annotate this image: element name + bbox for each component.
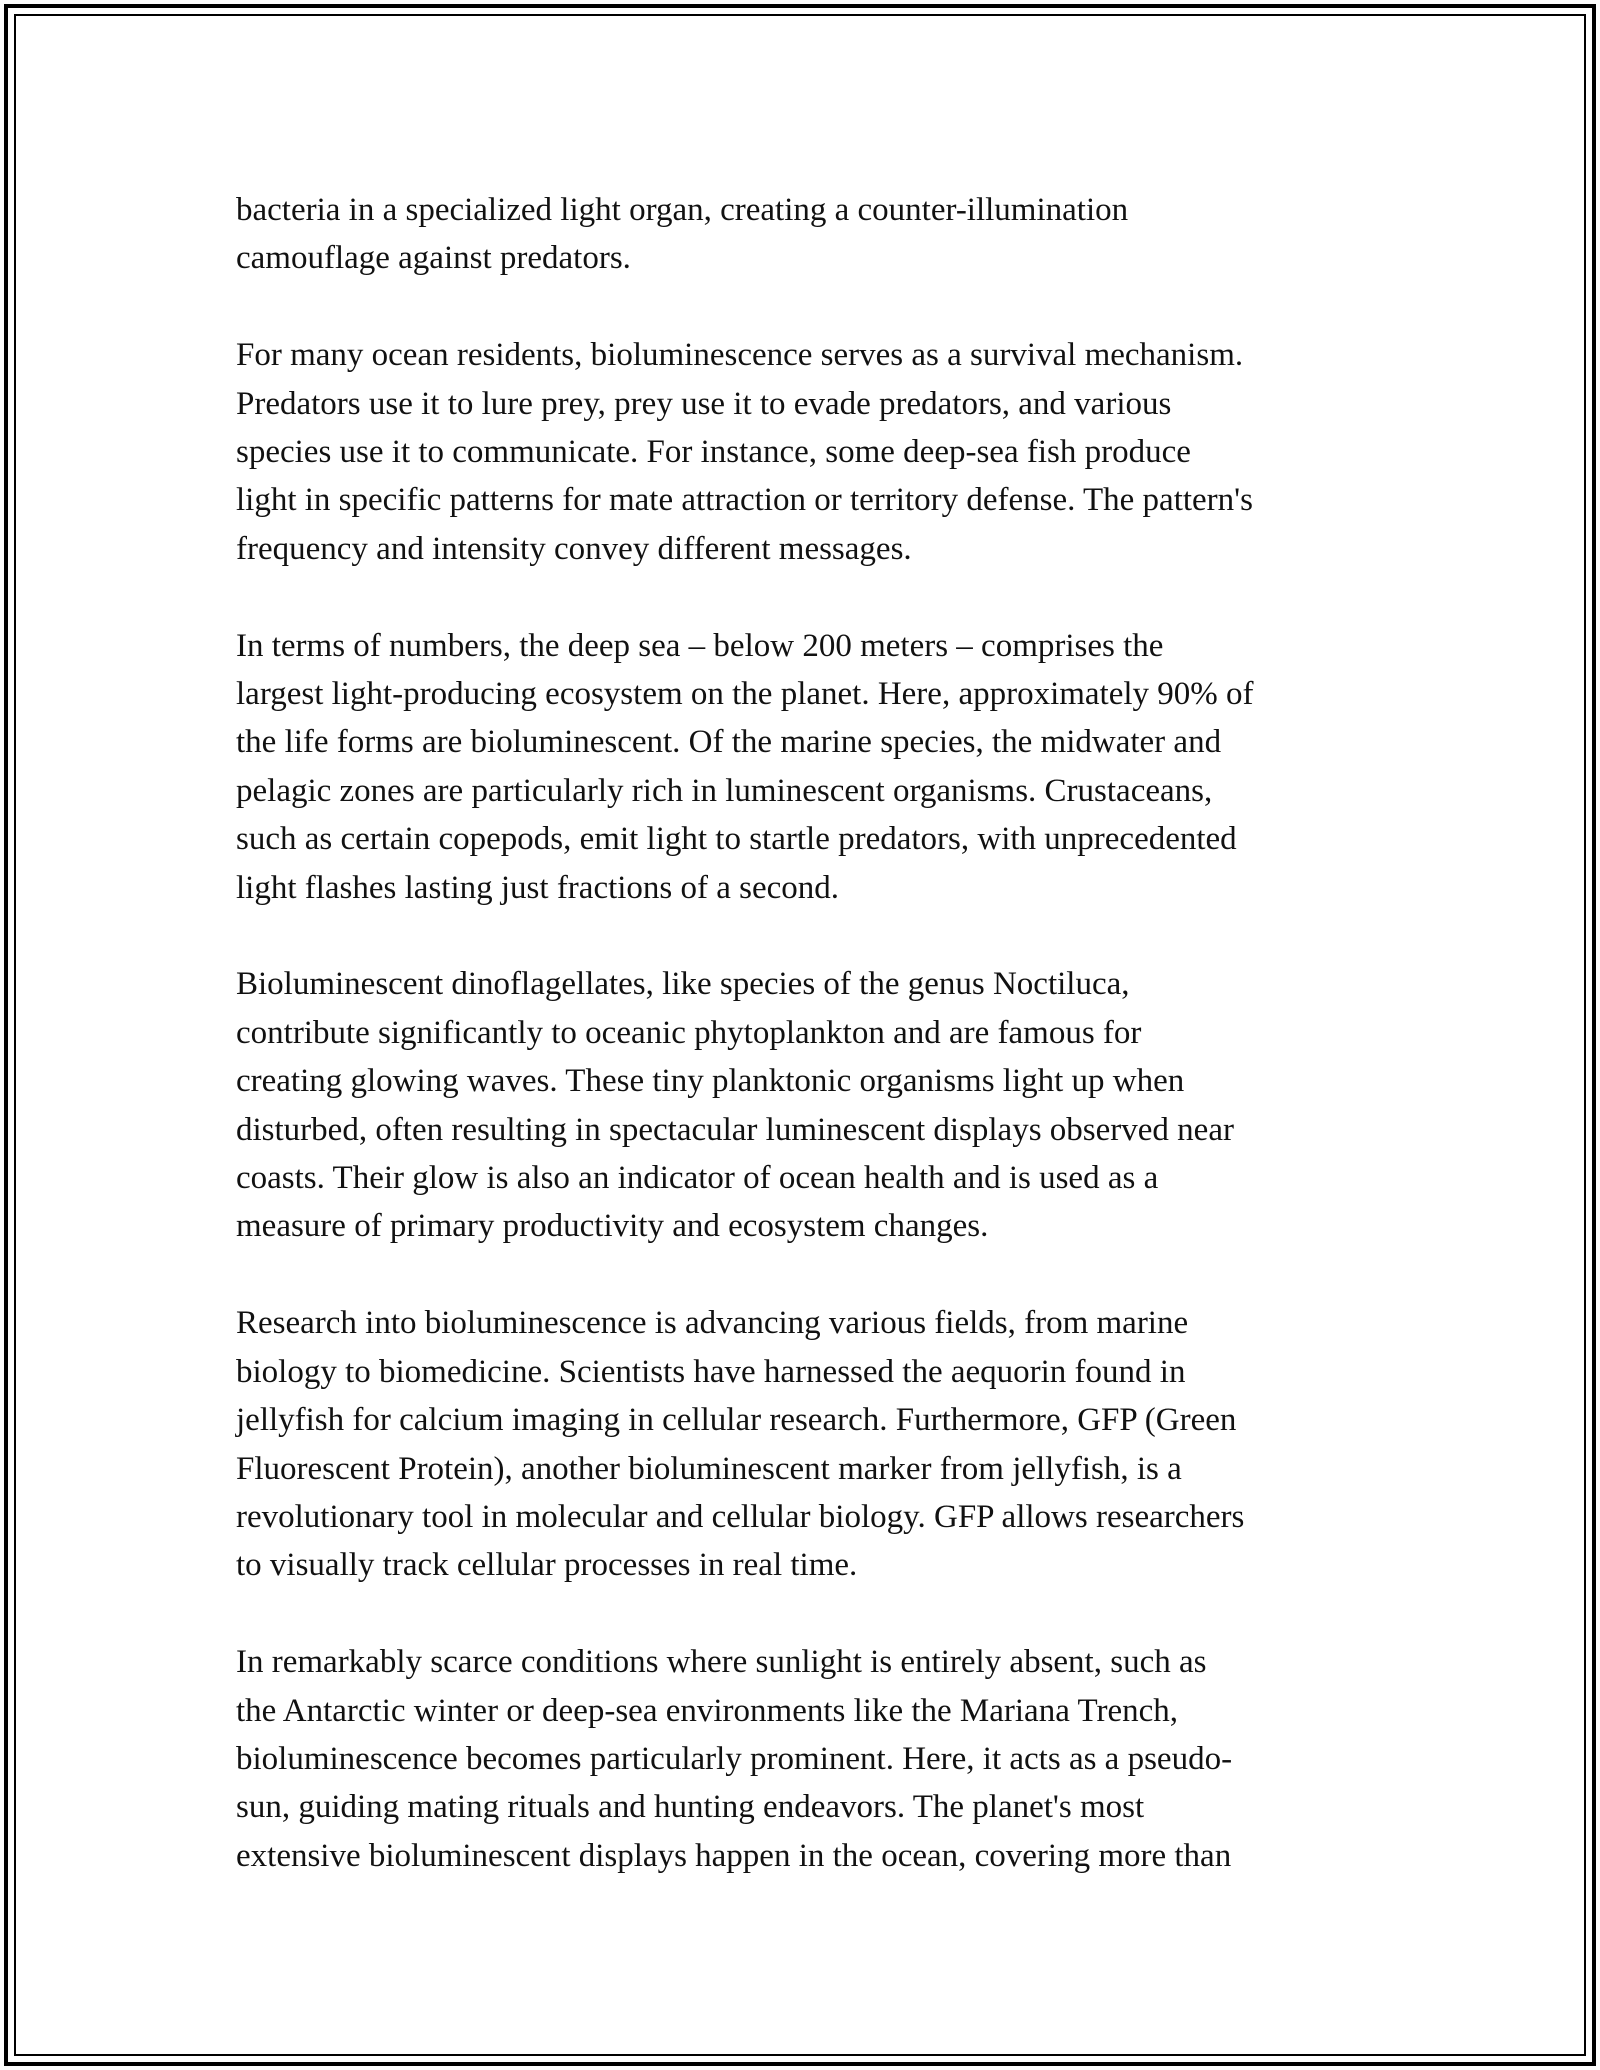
text-line: the life forms are bioluminescent. Of the marine species, the midwater and [236, 724, 1222, 761]
text-line: For many ocean residents, bioluminescence serves as a survival mechanism. [236, 337, 1244, 374]
paragraph [236, 186, 1386, 283]
text-line: largest light-producing ecosystem on the planet. Here, approximately 90% of [236, 676, 1254, 713]
document-body [236, 186, 1386, 1929]
paragraph [236, 1638, 1386, 1880]
text-line: In terms of numbers, the deep sea – below 200 meters – comprises the [236, 627, 1164, 664]
text-line: Bioluminescent dinoflagellates, like species of the genus Noctiluca, [236, 966, 1130, 1003]
text-line: the Antarctic winter or deep-sea environments like the Mariana Trench, [236, 1692, 1179, 1729]
text-line: Fluorescent Protein), another bioluminescent marker from jellyfish, is a [236, 1450, 1182, 1487]
text-line: In remarkably scarce conditions where sunlight is entirely absent, such as [236, 1644, 1207, 1681]
text-line: light in specific patterns for mate attraction or territory defense. The pattern's [236, 482, 1253, 519]
text-line: contribute significantly to oceanic phytoplankton and are famous for [236, 1014, 1142, 1051]
text-line: bioluminescence becomes particularly prominent. Here, it acts as a pseudo- [236, 1740, 1233, 1777]
text-line: light flashes lasting just fractions of a second. [236, 869, 840, 906]
text-line: revolutionary tool in molecular and cellular biology. GFP allows researchers [236, 1498, 1245, 1535]
text-line: jellyfish for calcium imaging in cellular research. Furthermore, GFP (Green [236, 1402, 1237, 1439]
text-line: creating glowing waves. These tiny planktonic organisms light up when [236, 1063, 1185, 1100]
text-line: extensive bioluminescent displays happen in the ocean, covering more than [236, 1837, 1232, 1874]
text-line: sun, guiding mating rituals and hunting endeavors. The planet's most [236, 1789, 1145, 1826]
text-line: Predators use it to lure prey, prey use it to evade predators, and various [236, 385, 1172, 422]
paragraph [236, 622, 1386, 912]
text-line: such as certain copepods, emit light to startle predators, with unprecedented [236, 821, 1237, 858]
paragraph [236, 960, 1386, 1250]
paragraph [236, 331, 1386, 573]
text-line: biology to biomedicine. Scientists have harnessed the aequorin found in [236, 1353, 1186, 1390]
text-line: coasts. Their glow is also an indicator of ocean health and is used as a [236, 1160, 1159, 1197]
text-line: camouflage against predators. [236, 240, 631, 277]
paragraph [236, 1299, 1386, 1589]
text-line: pelagic zones are particularly rich in luminescent organisms. Crustaceans, [236, 772, 1213, 809]
text-line: frequency and intensity convey different messages. [236, 530, 912, 567]
text-line: to visually track cellular processes in real time. [236, 1547, 858, 1584]
text-line: bacteria in a specialized light organ, creating a counter-illumination [236, 192, 1129, 228]
text-line: species use it to communicate. For instance, some deep-sea fish produce [236, 434, 1191, 471]
text-line: measure of primary productivity and ecosystem changes. [236, 1208, 989, 1245]
text-line: disturbed, often resulting in spectacular luminescent displays observed near [236, 1111, 1234, 1148]
text-line: Research into bioluminescence is advancing various fields, from marine [236, 1305, 1189, 1342]
